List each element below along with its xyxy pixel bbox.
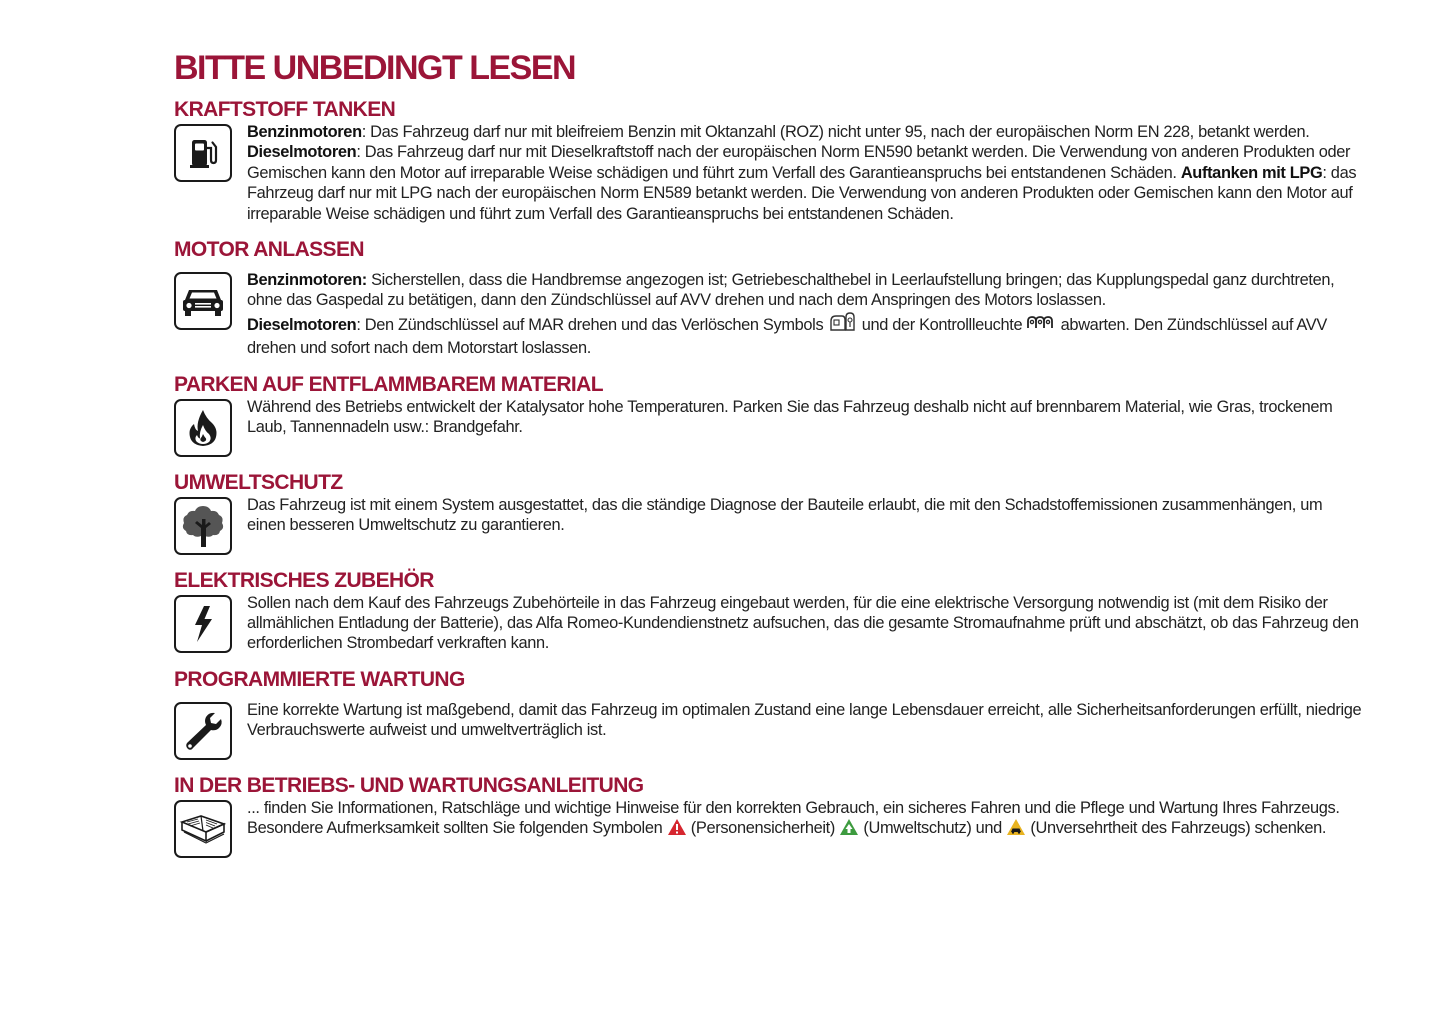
section-text-engine-start bbox=[247, 270, 1364, 359]
handbook-text-4: (Unversehrtheit des Fahrzeugs) schenken. bbox=[1026, 819, 1327, 838]
section-text-fuel bbox=[247, 122, 1364, 224]
engine-diesel-text-3: abwarten. Den Zündschlüssel auf AVV drehen und sofort nach dem Motorstart loslassen. bbox=[247, 315, 1327, 358]
section-body-environment bbox=[174, 495, 1364, 555]
section-title-scheduled-maintenance: PROGRAMMIERTE WARTUNG bbox=[174, 667, 465, 691]
page-content bbox=[174, 48, 1364, 858]
tree-icon bbox=[174, 497, 232, 555]
section-title-electrical-accessories: ELEKTRISCHES ZUBEHÖR bbox=[174, 568, 434, 592]
fuel-lpg-label: Auftanken mit LPG bbox=[1180, 163, 1323, 182]
section-owner-handbook bbox=[174, 774, 1364, 858]
fuel-diesel-text: : Das Fahrzeug darf nur mit Dieselkraftstoff nach der europäischen Norm EN590 betankt werden. Die Verwendung von anderen Produkten oder Gemischen kann den Motor auf irreparable Weise schädigen und führt zum Verfall des Garantieanspruchs bei entstandenen Schäden. bbox=[247, 143, 1351, 182]
section-title-owner-handbook: IN DER BETRIEBS- UND WARTUNGSANLEITUNG bbox=[174, 773, 644, 797]
section-text-electrical-accessories: Sollen nach dem Kauf des Fahrzeugs Zubehörteile in das Fahrzeug eingebaut werden, für die eine elektrische Versorgung notwendig ist (mit dem Risiko der allmählichen Entladung der Batterie), das Alfa Romeo-Kundendienstnetz aufsuchen, das die gesamte Stromaufnahme prüft und abschätzt, ob das Fahrzeug den erforderlichen Strombedarf verkraften kann. bbox=[247, 593, 1359, 653]
engine-diesel-label: Dieselmotoren bbox=[247, 315, 357, 334]
section-text-flammable-parking: Während des Betriebs entwickelt der Katalysator hohe Temperaturen. Parken Sie das Fahrzeug deshalb nicht auf brennbarem Material, wie Gras, trockenem Laub, Tannennadeln usw.: Brandgefahr. bbox=[247, 397, 1333, 437]
section-title-flammable-parking: PARKEN AUF ENTFLAMMBAREM MATERIAL bbox=[174, 372, 603, 396]
vehicle-integrity-icon bbox=[1006, 818, 1026, 841]
section-flammable-parking bbox=[174, 373, 1364, 457]
fuel-petrol-text: : Das Fahrzeug darf nur mit bleifreiem Benzin mit Oktanzahl (ROZ) nicht unter 95, nach der europäischen Norm EN 228, betankt werden. bbox=[361, 123, 1310, 141]
handbook-text-3: (Umweltschutz) und bbox=[859, 819, 1007, 838]
flame-icon bbox=[174, 399, 232, 457]
engine-petrol-text: Sicherstellen, dass die Handbremse angezogen ist; Getriebeschalthebel in Leerlaufstellung bringen; das Kupplungspedal ganz durchtreten, ohne das Gaspedal zu betätigen, dann den Zündschlüssel auf AVV drehen und nach dem Anspringen des Motors loslassen. bbox=[247, 271, 1335, 310]
section-body-electrical-accessories bbox=[174, 593, 1364, 654]
open-book-icon bbox=[174, 800, 232, 858]
fuel-lpg-text: : das Fahrzeug darf nur mit LPG nach der europäischen Norm EN589 betankt werden. Die Verwendung von anderen Produkten oder Gemischen kann den Motor auf irreparable Weise schädigen und führt zum Verfall des Garantieanspruchs bei entstandenen Schäden. bbox=[247, 163, 1357, 223]
section-title-environment: UMWELTSCHUTZ bbox=[174, 470, 343, 494]
section-title-fuel: KRAFTSTOFF TANKEN bbox=[174, 98, 396, 121]
section-body-engine-start bbox=[174, 270, 1364, 359]
section-fuel bbox=[174, 98, 1364, 224]
section-text-owner-handbook bbox=[247, 798, 1364, 842]
section-text-environment: Das Fahrzeug ist mit einem System ausgestattet, das die ständige Diagnose der Bauteile erlaubt, die mit den Schadstoffemissionen zusammenhängen, um einen besseren Umweltschutz zu garantieren. bbox=[247, 495, 1323, 535]
section-environment bbox=[174, 471, 1364, 555]
section-title-engine-start: MOTOR ANLASSEN bbox=[174, 238, 364, 262]
section-body-owner-handbook bbox=[174, 798, 1364, 858]
engine-diesel-text-1: : Den Zündschlüssel auf MAR drehen und das Verlöschen Symbols bbox=[356, 315, 828, 334]
section-electrical-accessories bbox=[174, 569, 1364, 654]
section-scheduled-maintenance bbox=[174, 668, 1364, 760]
wrench-icon bbox=[174, 702, 232, 760]
lightning-icon bbox=[174, 595, 232, 653]
handbook-text-2: (Personensicherheit) bbox=[686, 819, 840, 838]
section-body-fuel bbox=[174, 122, 1364, 224]
car-front-icon bbox=[174, 272, 232, 330]
engine-diesel-text-2: und der Kontrollleuchte bbox=[857, 315, 1027, 334]
personal-safety-warning-icon bbox=[667, 818, 687, 841]
fuel-diesel-label: Dieselmotoren bbox=[247, 143, 357, 162]
fuel-pump-icon bbox=[174, 124, 232, 182]
section-body-flammable-parking bbox=[174, 397, 1364, 457]
immobilizer-key-icon bbox=[828, 311, 858, 338]
engine-petrol-label: Benzinmotoren: bbox=[247, 271, 367, 290]
page-title: BITTE UNBEDINGT LESEN bbox=[174, 49, 576, 87]
section-body-scheduled-maintenance bbox=[174, 700, 1364, 760]
fuel-petrol-label: Benzinmotoren bbox=[247, 123, 362, 141]
handbook-text-1: ... finden Sie Informationen, Ratschläge und wichtige Hinweise für den korrekten Gebrauch, ein sicheres Fahren und die Pflege und Wartung Ihres Fahrzeugs. Besondere Aufmerksamkeit sollten Sie folgenden Symbolen bbox=[247, 798, 1340, 838]
section-engine-start bbox=[174, 238, 1364, 359]
glow-plug-icon bbox=[1026, 315, 1056, 338]
section-text-scheduled-maintenance: Eine korrekte Wartung ist maßgebend, damit das Fahrzeug im optimalen Zustand eine lange Lebensdauer erreicht, alle Sicherheitsanforderungen erfüllt, niedrige Verbrauchswerte aufweist und umweltverträglich ist. bbox=[247, 700, 1362, 740]
environment-protection-icon bbox=[839, 818, 859, 841]
